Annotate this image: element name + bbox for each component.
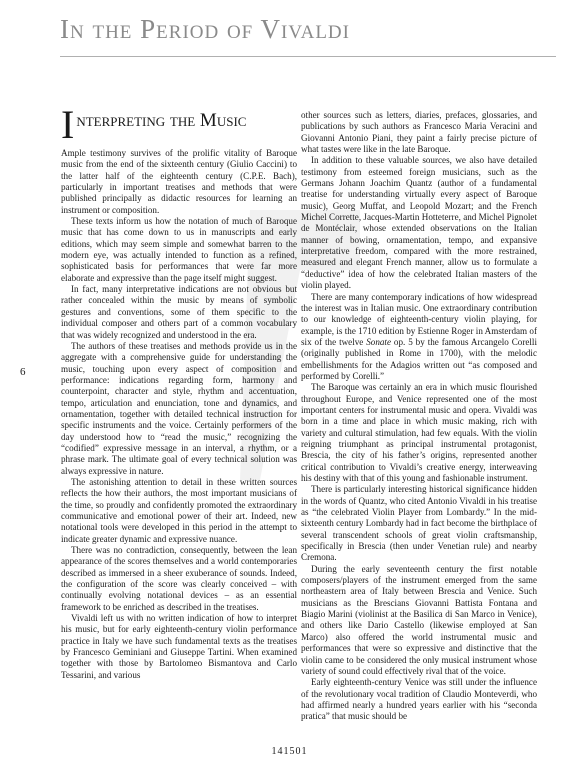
right-column xyxy=(301,110,537,723)
paragraph: Ample testimony survives of the prolific vitality of Baroque music from the end of the sixteenth century (Giulio Caccini) to the latter half of the eighteenth century (C.P.E. Bach), particularly in important treatises and methods that were published principally as didactic resources for learning an instrument or composition. xyxy=(61,148,297,215)
paragraph: Early eighteenth-century Venice was still under the influence of the revolutionary vocal tradition of Claudio Monteverdi, who had affirmed nearly a hundred years earlier with his “seconda pratica” that music should be xyxy=(301,677,537,722)
paragraph: These texts inform us how the notation of much of Baroque music that has come down to us in manuscripts and early editions, which may seem simple and somewhat barren to the modern eye, was actually intended to function as a refined, sophisticated basis for performances that were far more elaborate and expressive than the page itself might suggest. xyxy=(61,216,297,283)
paragraph: The astonishing attention to detail in these written sources reflects the how their authors, the most important musicians of the time, so proudly and confidently promoted the extraordinary communicative and emotional power of their art. Indeed, new notational tools were developed in this period in the attempt to indicate greater dynamic and expressive nuance. xyxy=(61,476,297,544)
paragraph: There was no contradiction, consequently, between the lean appearance of the scores themselves and a world contemporaries described as immersed in a sheer exuberance of sounds. Indeed, the configuration of the score was clearly conceived – with continually evolving notational devices – as an essential framework to be enriched as described in the treatises. xyxy=(61,545,297,612)
paragraph: Vivaldi left us with no written indication of how to interpret his music, but for early eighteenth-century violin performance practice in Italy we have such fundamental texts as the treatises by Francesco Geminiani and Giuseppe Tartini. When examined together with those by Bartolomeo Bismantova and Carlo Tessarini, and various xyxy=(61,613,297,680)
section-title-initial: I xyxy=(61,102,75,147)
page-number: 6 xyxy=(20,366,26,378)
paragraph-text: op. 5 by the famous Arcangelo Corelli (originally published in Rome in 1700), with the melodic embellishments for the Adagios written out “as composed and performed by Corelli.” xyxy=(301,336,537,381)
header-rule xyxy=(60,56,556,57)
section-title xyxy=(61,102,297,147)
running-header-title: In the Period of Vivaldi xyxy=(60,14,350,44)
footer-catalog-code: 141501 xyxy=(271,746,308,757)
paragraph xyxy=(301,292,537,383)
paragraph: In fact, many interpretative indications are not obvious but rather concealed within the music by means of symbolic gestures and conventions, some of them specific to the individual composer and others part of a common vocabulary that was widely recognized and understood in the era. xyxy=(61,284,297,340)
paragraph: During the early seventeenth century the first notable composers/players of the instrument emerged from the same northeastern area of Italy between Brescia and Venice. Such musicians as the Brescians Giovanni Battista Fontana and Biagio Marini (violinist at the Basilica di San Marco in Venice), and others like Dario Castello (likewise employed at San Marco) also offered the world instrumental music and performances that were so expressive and distinctive that the violin came to be considered the only musical instrument whose variety of sound could effectively rival that of the voice. xyxy=(301,563,537,676)
left-column xyxy=(61,102,297,681)
paragraph: The authors of these treatises and methods provide us in the aggregate with a comprehensive guide for understanding the music, touching upon every aspect of composition and performance: indications regarding form, harmony and counterpoint, character and style, rhythm and accentuation, tempo, articulation and enunciation, tone and dynamics, and ornamentation, together with detailed technical instruction for specific instruments and the voice. Certainly performers of the day understood how to “read the music,” recognizing the “codified” expressive message in an interval, a rhythm, or a phrase mark. The ultimate goal of every technical solution was always expressive in nature. xyxy=(61,340,297,476)
section-title-rest: nterpreting the Music xyxy=(76,110,247,131)
paragraph: The Baroque was certainly an era in which music flourished throughout Europe, and Venice represented one of the most important centers for instrumental music and opera. Vivaldi was born in a time and place in which music making, rich with variety and cultural stimulation, had few equals. With the violin reigning triumphant as principal instrumental protagonist, Brescia, the city of his father’s origins, represented another critical contribution to Vivaldi’s creative energy, interweaving his destiny with that of this young and fashionable instrument. xyxy=(301,382,537,483)
paragraph-text: There are many contemporary indications of how widespread the interest was in Italian music. One extraordinary contribution to our knowledge of eighteenth-century violin playing, for example, is the 1710 edition by Estienne Roger in Amsterdam of six of the twelve xyxy=(301,291,537,347)
work-title-italic: Sonate xyxy=(366,336,391,347)
paragraph: There is particularly interesting historical significance hidden in the words of Quantz, who cited Antonio Vivaldi in his treatise as “the celebrated Violin Player from Lombardy.” In the mid-sixteenth century Lombardy had in fact become the birthplace of several transcendent schools of great violin craftsmanship, specifically in Brescia (then under Venetian rule) and nearby Cremona. xyxy=(301,484,537,563)
paragraph: other sources such as letters, diaries, prefaces, glossaries, and publications by such authors as Francesco Maria Veracini and Giovanni Antonio Piani, they paint a fairly precise picture of what tastes were like in the late Baroque. xyxy=(301,110,537,155)
paragraph: In addition to these valuable sources, we also have detailed testimony from esteemed foreign musicians, such as the Germans Johann Joachim Quantz (author of a fundamental treatise for understanding virtually every aspect of Baroque music), Georg Muffat, and Leopold Mozart; and the French Michel Corrette, Jacques-Martin Hotteterre, and Michel Pignolet de Montéclair, whose extended observations on the Italian manner of bowing, ornamentation, tempo, and expansive interpretative freedom, compared with the more restrained, measured and elegant French manner, allow us to formulate a “deductive” idea of how the celebrated Italian masters of the violin played. xyxy=(301,155,537,291)
